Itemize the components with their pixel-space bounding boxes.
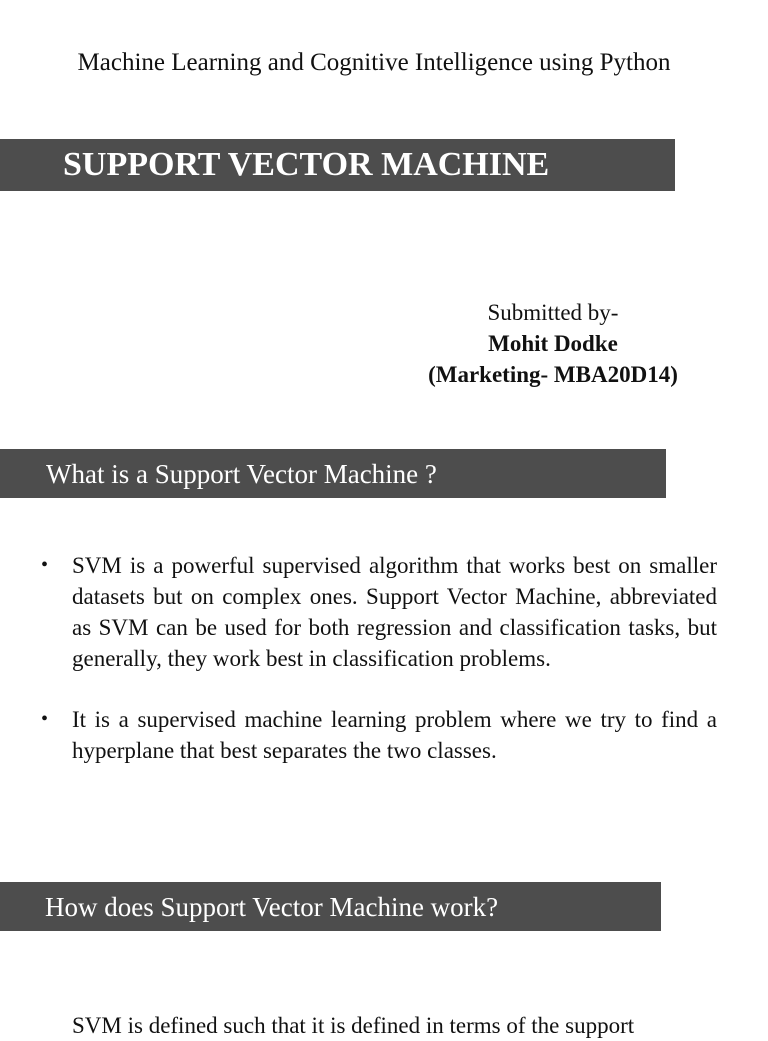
bullet-text: SVM is a powerful supervised algorithm that works best on smaller datasets but on complex ones. Support Vector Machine, abbreviated as SVM can be used for both regression and classification tasks, but generally, they work best in classification problems.: [72, 553, 717, 671]
main-title: SUPPORT VECTOR MACHINE: [63, 146, 550, 183]
section-how-heading: How does Support Vector Machine work?: [45, 892, 499, 922]
bullet-icon: •: [41, 554, 49, 576]
author-department: (Marketing- MBA20D14): [428, 362, 678, 387]
submission-block: [410, 297, 696, 390]
bullet-icon: •: [41, 708, 49, 730]
list-item: [41, 550, 717, 674]
main-title-banner: [0, 139, 675, 191]
section-how-banner: [0, 882, 661, 931]
list-item: [41, 704, 717, 766]
section-what-bullets: [41, 550, 717, 796]
section-what-heading: What is a Support Vector Machine ?: [46, 459, 437, 489]
submitted-by-label: Submitted by-: [487, 300, 619, 325]
section-what-banner: [0, 449, 666, 498]
author-name: Mohit Dodke: [488, 331, 618, 356]
course-title: Machine Learning and Cognitive Intelligence using Python: [77, 49, 671, 76]
section-how-partial-text: SVM is defined such that it is defined in terms of the support: [72, 1013, 635, 1038]
bullet-text: It is a supervised machine learning problem where we try to find a hyperplane that best separates the two classes.: [72, 707, 717, 763]
